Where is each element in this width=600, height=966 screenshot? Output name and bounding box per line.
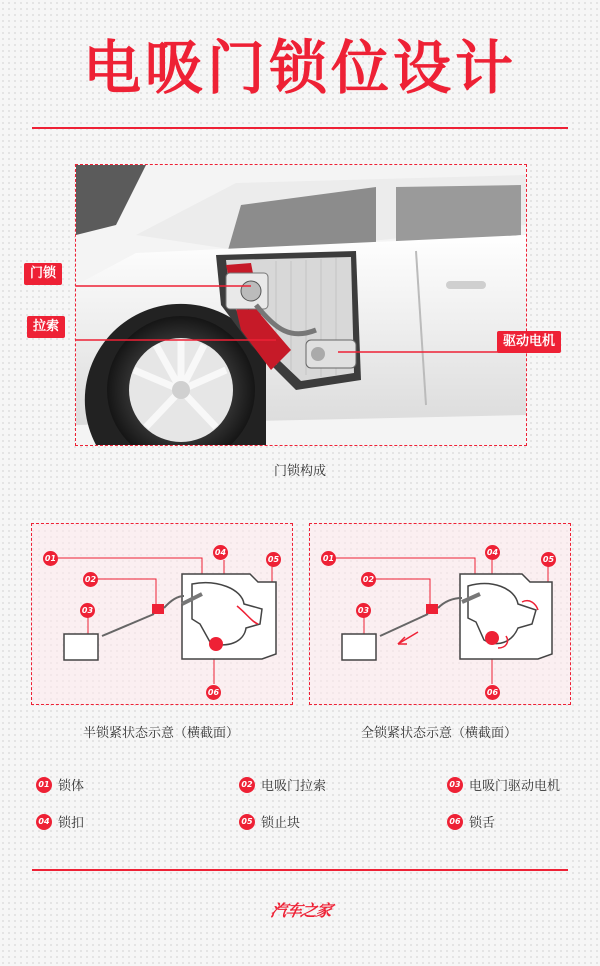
marker-06: 06 — [206, 685, 221, 700]
legend-number: 02 — [239, 777, 255, 793]
half-locked-caption: 半锁紧状态示意（横截面） — [82, 726, 239, 741]
marker-04: 04 — [213, 545, 228, 560]
marker-03: 03 — [356, 603, 371, 618]
marker-03: 03 — [80, 603, 95, 618]
marker-05: 05 — [266, 552, 281, 567]
car-cutaway-illustration — [75, 164, 527, 446]
marker-01: 01 — [43, 551, 58, 566]
legend-item — [36, 812, 84, 832]
full-locked-caption: 全锁紧状态示意（横截面） — [360, 726, 517, 741]
marker-06: 06 — [485, 685, 500, 700]
legend-number: 05 — [239, 814, 255, 830]
legend-label: 锁扣 — [58, 816, 85, 831]
legend-item — [239, 775, 326, 795]
bottom-divider — [32, 869, 568, 871]
half-locked-cross-section — [32, 524, 292, 704]
legend-label: 锁舌 — [469, 816, 496, 831]
legend-number: 04 — [36, 814, 52, 830]
photo-caption: 门锁构成 — [273, 464, 326, 479]
page-title: 电吸门锁位设计 — [82, 34, 517, 102]
legend-number: 03 — [447, 777, 463, 793]
legend-number: 01 — [36, 777, 52, 793]
legend-item — [36, 775, 84, 795]
legend-label: 电吸门驱动电机 — [469, 779, 561, 794]
legend-number: 06 — [447, 814, 463, 830]
car-door-drawing — [76, 165, 526, 445]
marker-05: 05 — [541, 552, 556, 567]
brand-logo: 汽车之家 — [269, 901, 334, 920]
legend-label: 锁体 — [58, 779, 85, 794]
marker-02: 02 — [83, 572, 98, 587]
top-divider — [32, 127, 568, 129]
legend-item — [447, 775, 560, 795]
full-locked-cross-section — [310, 524, 570, 704]
marker-04: 04 — [485, 545, 500, 560]
callout-pull-cable: 拉索 — [27, 316, 65, 338]
marker-01: 01 — [321, 551, 336, 566]
callout-drive-motor: 驱动电机 — [497, 331, 561, 353]
full-locked-diagram — [309, 523, 571, 705]
legend-item — [239, 812, 300, 832]
half-locked-diagram — [31, 523, 293, 705]
legend-label: 电吸门拉索 — [261, 779, 327, 794]
legend-label: 锁止块 — [261, 816, 301, 831]
marker-02: 02 — [361, 572, 376, 587]
legend-item — [447, 812, 495, 832]
callout-door-lock: 门锁 — [24, 263, 62, 285]
